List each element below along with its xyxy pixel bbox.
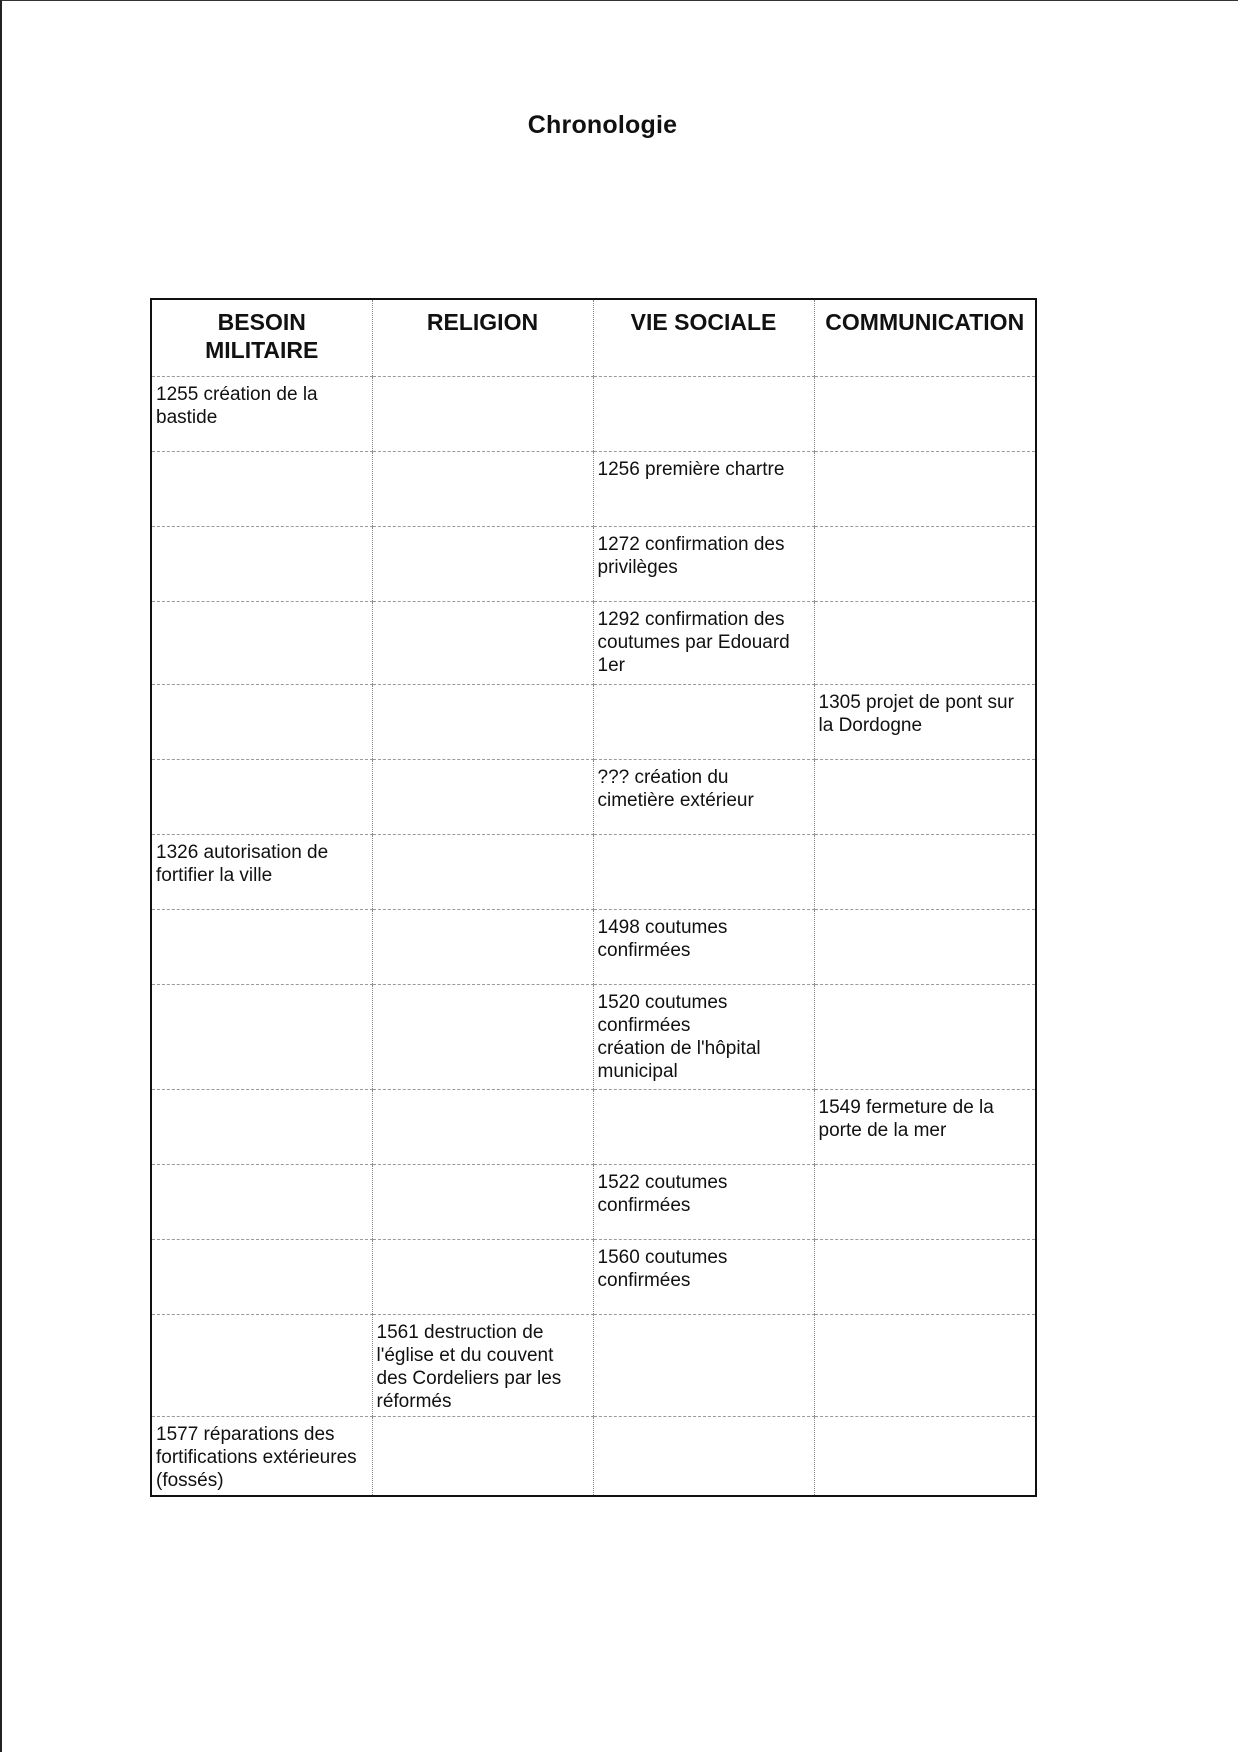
table-row <box>151 984 1036 1089</box>
table-cell: 1560 coutumes confirmées <box>593 1239 814 1314</box>
table-cell: 1256 première chartre <box>593 451 814 526</box>
table-row <box>151 1416 1036 1496</box>
table-cell <box>814 601 1036 684</box>
table-cell <box>814 526 1036 601</box>
table-cell <box>814 376 1036 451</box>
table-row <box>151 1239 1036 1314</box>
table-cell <box>151 1314 372 1416</box>
table-row <box>151 834 1036 909</box>
table-cell <box>372 1239 593 1314</box>
table-cell <box>593 1314 814 1416</box>
table-cell: 1326 autorisation de fortifier la ville <box>151 834 372 909</box>
table-row <box>151 1164 1036 1239</box>
table-row <box>151 526 1036 601</box>
table-cell <box>372 1089 593 1164</box>
table-cell <box>372 684 593 759</box>
table-cell <box>593 376 814 451</box>
table-cell <box>372 526 593 601</box>
table-cell <box>372 451 593 526</box>
table-cell: 1498 coutumes confirmées <box>593 909 814 984</box>
table-row <box>151 759 1036 834</box>
table-cell <box>372 601 593 684</box>
table-row <box>151 601 1036 684</box>
table-cell <box>372 1416 593 1496</box>
table-cell <box>151 526 372 601</box>
table-cell <box>151 1164 372 1239</box>
table-row <box>151 1314 1036 1416</box>
table-row <box>151 684 1036 759</box>
table-row <box>151 376 1036 451</box>
table-cell <box>593 1089 814 1164</box>
table-cell: 1549 fermeture de la porte de la mer <box>814 1089 1036 1164</box>
table-cell <box>814 909 1036 984</box>
table-cell <box>372 376 593 451</box>
table-row <box>151 1089 1036 1164</box>
table-cell: 1292 confirmation des coutumes par Edouard 1er <box>593 601 814 684</box>
table-cell <box>151 984 372 1089</box>
table-cell: 1577 réparations des fortifications extérieures (fossés) <box>151 1416 372 1496</box>
column-header-religion: RELIGION <box>372 299 593 376</box>
table-cell <box>593 834 814 909</box>
table-cell <box>593 684 814 759</box>
table-cell <box>151 601 372 684</box>
table-cell <box>593 1416 814 1496</box>
table-row <box>151 451 1036 526</box>
column-header-vie-sociale: VIE SOCIALE <box>593 299 814 376</box>
table-cell: 1522 coutumes confirmées <box>593 1164 814 1239</box>
table-cell: 1305 projet de pont sur la Dordogne <box>814 684 1036 759</box>
table-row <box>151 909 1036 984</box>
table-cell <box>151 1239 372 1314</box>
table-cell <box>151 759 372 834</box>
table-cell <box>372 834 593 909</box>
table-cell <box>814 834 1036 909</box>
table-cell: 1520 coutumes confirmées création de l'hôpital municipal <box>593 984 814 1089</box>
table-cell <box>814 1239 1036 1314</box>
chronology-table <box>150 298 1037 1497</box>
table-cell <box>814 1314 1036 1416</box>
table-cell: 1272 confirmation des privilèges <box>593 526 814 601</box>
column-header-besoin-militaire: BESOIN MILITAIRE <box>151 299 372 376</box>
table-cell <box>151 1089 372 1164</box>
table-cell <box>372 909 593 984</box>
table-cell <box>151 451 372 526</box>
table-cell <box>814 984 1036 1089</box>
table-cell <box>151 909 372 984</box>
table-cell <box>814 1164 1036 1239</box>
table-cell <box>372 1164 593 1239</box>
table-cell <box>372 984 593 1089</box>
table-cell <box>814 759 1036 834</box>
page-title: Chronologie <box>527 110 678 139</box>
table-cell: ??? création du cimetière extérieur <box>593 759 814 834</box>
table-cell <box>814 451 1036 526</box>
table-cell <box>151 684 372 759</box>
table-cell <box>372 759 593 834</box>
table-cell: 1561 destruction de l'église et du couvent des Cordeliers par les réformés <box>372 1314 593 1416</box>
column-header-communication: COMMUNICATION <box>814 299 1036 376</box>
table-cell: 1255 création de la bastide <box>151 376 372 451</box>
table-header-row <box>151 299 1036 376</box>
table-cell <box>814 1416 1036 1496</box>
